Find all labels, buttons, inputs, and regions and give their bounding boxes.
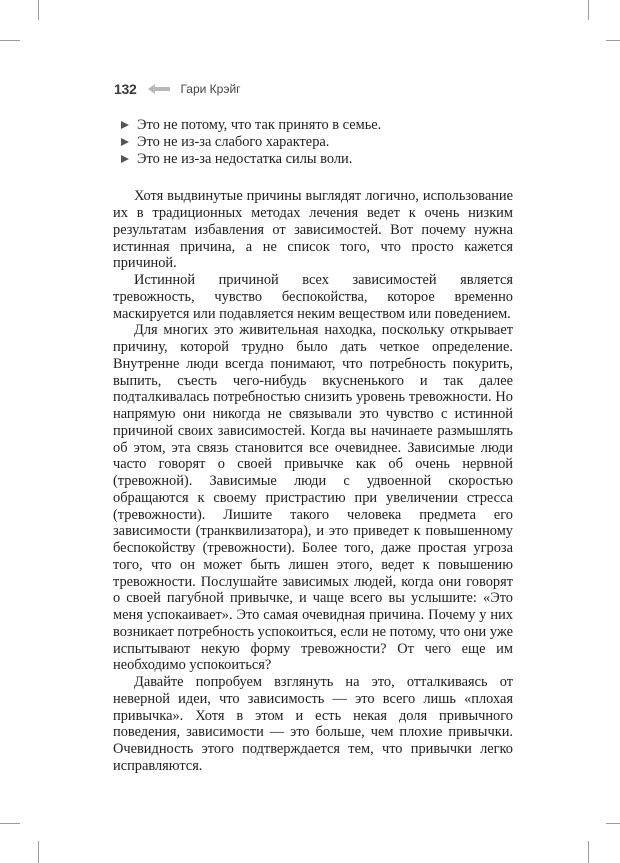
bullet-item [121,151,513,168]
paragraph: Хотя выдвинутые причины выглядят логично, использование их в традиционных методах лечения ведет к очень низким результатам избавления от зависимостей. Вот почему нужна истинная причина, а не список того, что просто кажется причиной. [113,188,513,272]
page-number: 132 [114,81,137,97]
crop-mark-right-bottom [606,823,620,824]
bullet-item [121,117,513,134]
bullet-list [113,117,513,167]
crop-mark-left-bottom [0,823,20,824]
bullet-text: Это не из-за недостатка силы воли. [137,150,353,167]
crop-mark-right-top [606,40,620,41]
paragraph: Истинной причиной всех зависимостей является тревожность, чувство беспокойства, которое временно маскируется или подавляется неким веществом или поведением. [113,272,513,322]
paragraph: Давайте попробуем взглянуть на это, отталкиваясь от неверной идеи, что зависимость — это всего лишь «плохая привычка». Хотя в этом и есть некая доля привычного поведения, зависимости — это больше, чем плохие привычки. Очевидность этого подтверждается тем, что привычки легко исправляются. [113,674,513,774]
triangle-bullet-icon [121,138,129,146]
crop-mark-bottom-right [588,841,589,863]
bullet-text: Это не из-за слабого характера. [137,133,330,150]
bullet-item [121,134,513,151]
crop-mark-top-right [588,0,589,20]
crop-mark-bottom-left [38,841,39,863]
crop-mark-left-top [0,40,20,41]
triangle-bullet-icon [121,155,129,163]
page-body [113,117,513,775]
triangle-bullet-icon [121,121,129,129]
running-head [114,80,241,98]
paragraph: Для многих это живительная находка, поскольку открывает причину, которой трудно было дать четкое определение. Внутренне люди всегда понимают, что потребность покурить, выпить, съесть чего-нибудь вкусненького и так далее подталкивалась потребностью снизить уровень тревожности. Но напрямую они никогда не связывали это чувство с истинной причиной своих зависимостей. Когда вы начинаете размышлять об этом, эта связь становится все очевиднее. Зависимые люди часто говорят о своей привычке как об очень нервной (тревожной). Зависимые люди с удвоенной скоростью обращаются к своему пристрастию при увеличении стресса (тревожности). Лишите такого человека предмета его зависимости (транквилизатора), и это приведет к повышенному беспокойству (тревожности). Более того, даже простая угроза того, что он может быть лишен этого, ведет к повышению тревожности. Послушайте зависимых людей, когда они говорят о своей пагубной привычке, и чаще всего вы услышите: «Это меня успокаивает». Это самая очевидная причина. Почему у них возникает потребность успокоиться, если не потому, что они уже испытывают некую форму тревожности? От чего еще им необходимо успокоиться? [113,322,513,674]
author-name: Гари Крэйг [180,82,241,96]
bullet-text: Это не потому, что так принято в семье. [137,117,382,133]
crop-mark-top-left [38,0,39,20]
left-arrow-icon [148,84,170,94]
